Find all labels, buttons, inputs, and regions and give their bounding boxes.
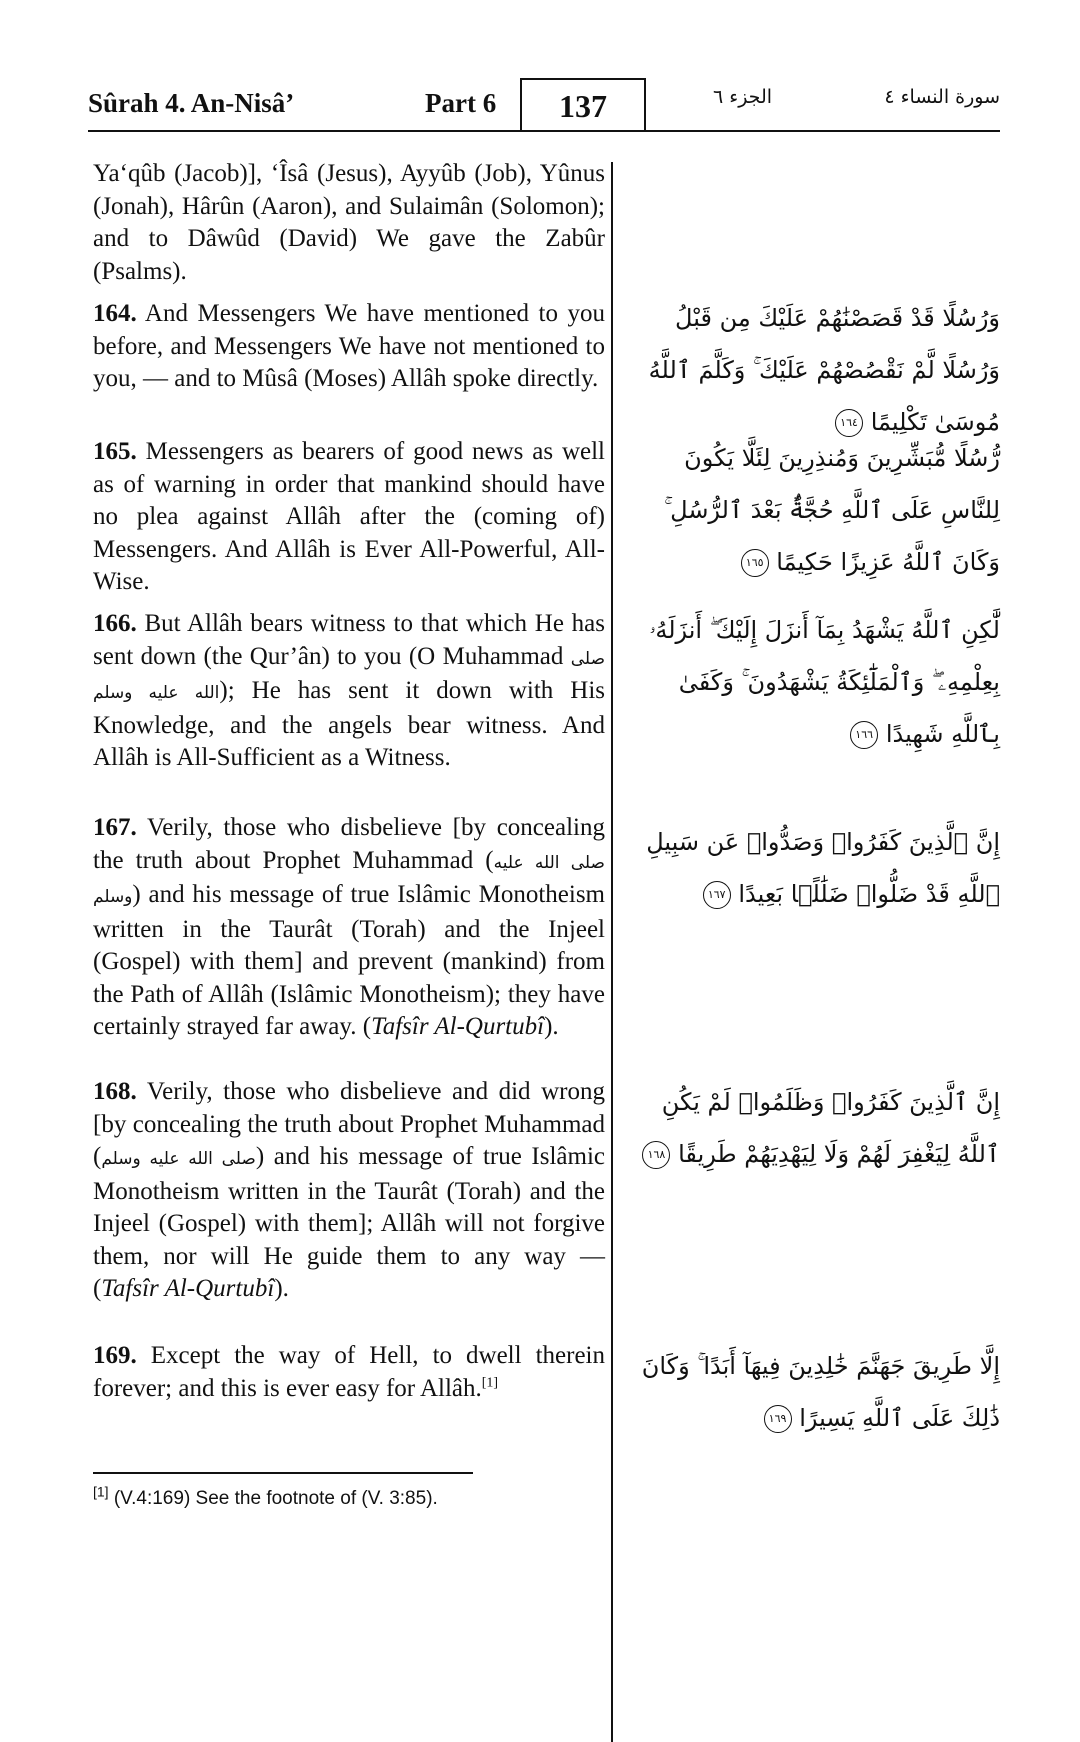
ayah-end-marker: ١٦٨ [642,1141,670,1169]
verse-164-en [93,298,605,396]
verse-166-ar [628,604,1000,760]
juz-label-ar: الجزء ٦ [713,86,773,108]
verse-continuation [93,158,605,288]
verse-166-en [93,608,605,775]
verse-167-ar [628,816,1000,920]
verse-text: ) and his message of true Islâmic Monotheism written in the Taurât (Torah) and the Injeel (Gospel) with them]; Allâh will not forgive them, nor will He guide them to any way — ( [93,1143,605,1302]
verse-number: 167. [93,814,137,841]
verse-text: ) and his message of true Islâmic Monotheism written in the Taurât (Torah) and the Injeel (Gospel) with them] and prevent (mankind) from the Path of Allâh (Islâmic Monotheism); they have certainly strayed far away. ( [93,881,605,1040]
salawat-phrase: صلى الله عليه وسلم [101,1149,256,1169]
verse-text: Except the way of Hell, to dwell therein forever; and this is ever easy for Allâh. [93,1342,605,1402]
verse-number: 164. [93,300,137,327]
footnote-marker: [1] [93,1483,109,1500]
part-label: Part 6 [425,88,497,118]
arabic-verse-text: رُّسُلًا مُّبَشِّرِينَ وَمُنذِرِينَ لِئَلَّا يَكُونَ لِلنَّاسِ عَلَى ٱللَّهِ حُجَّةٌۢ بَعْدَ ٱلرُّسُلِ ۚ وَكَانَ ٱللَّهُ عَزِيزًا حَكِيمًا [664,444,1000,576]
arabic-verse-text: إِنَّ ٱلَّذِينَ كَفَرُوا۟ وَظَلَمُوا۟ لَمْ يَكُنِ ٱللَّهُ لِيَغْفِرَ لَهُمْ وَلَا لِيَهْدِيَهُمْ طَرِيقًا [661,1088,1000,1168]
surah-title-ar: سورة النساء ٤ [884,86,1000,108]
verse-text: ). [544,1013,559,1040]
verse-number: 169. [93,1342,137,1369]
ayah-end-marker: ١٦٤ [835,409,863,437]
footnote [93,1483,438,1510]
verse-number: 168. [93,1078,137,1105]
verse-169-ar [628,1340,1000,1444]
ayah-end-marker: ١٦٦ [850,721,878,749]
salawat-phrase: صلى الله عليه وسلم [93,852,605,907]
arabic-verse-text: إِلَّا طَرِيقَ جَهَنَّمَ خَٰلِدِينَ فِيهَآ أَبَدًا ۚ وَكَانَ ذَٰلِكَ عَلَى ٱللَّهِ يَسِيرًا [641,1352,1000,1432]
verse-164-ar [628,292,1000,448]
tafsir-reference: Tafsîr Al-Qurtubî [371,1013,545,1040]
header-rule [88,130,1000,132]
verse-169-en [93,1340,605,1405]
ayah-end-marker: ١٦٧ [703,881,731,909]
verse-text: Verily, those who disbelieve [by concealing the truth about Prophet Muhammad ( [93,814,605,874]
footnote-text: (V.4:169) See the footnote of (V. 3:85). [108,1488,438,1509]
verse-number: 166. [93,610,137,637]
verse-text: ); He has sent it down with His Knowledge, and the angels bear witness. And Allâh is All-Sufficient as a Witness. [93,677,606,771]
verse-text: ). [274,1275,289,1302]
footnote-ref[interactable]: [1] [481,1375,499,1391]
arabic-verse-text: لَّٰكِنِ ٱللَّهُ يَشْهَدُ بِمَآ أَنزَلَ إِلَيْكَ ۖ أَنزَلَهُۥ بِعِلْمِهِۦ ۖ وَٱلْمَلَٰٓئِكَةُ يَشْهَدُونَ ۚ وَكَفَىٰ بِٱللَّهِ شَهِيدًا [649,616,1000,748]
tafsir-reference: Tafsîr Al-Qurtubî [101,1275,275,1302]
verse-168-en [93,1076,605,1306]
verse-167-en [93,812,605,1044]
arabic-verse-text: وَرُسُلًا قَدْ قَصَصْنَٰهُمْ عَلَيْكَ مِن قَبْلُ وَرُسُلًا لَّمْ نَقْصُصْهُمْ عَلَيْكَ ۚ وَكَلَّمَ ٱللَّهُ مُوسَىٰ تَكْلِيمًا [648,304,1000,436]
salawat-phrase: صلى الله عليه وسلم [93,648,605,703]
verse-text: And Messengers We have mentioned to you before, and Messengers We have not mentioned to you, — and to Mûsâ (Moses) Allâh spoke directly. [93,300,605,392]
surah-title-en: Sûrah 4. An-Nisâ’ [88,88,295,118]
column-divider [611,162,613,1742]
arabic-verse-text: إِنَّ ٱلَّذِينَ كَفَرُوا۟ وَصَدُّوا۟ عَن سَبِيلِ ٱللَّهِ قَدْ ضَلُّوا۟ ضَلَٰلًۢا بَعِيدًا [646,828,1000,908]
verse-165-ar [628,432,1000,588]
footnote-rule [93,1472,473,1474]
verse-168-ar [628,1076,1000,1180]
verse-text: But Allâh bears witness to that which He has sent down (the Qur’ân) to you (O Muhammad [93,610,605,670]
verse-text: Verily, those who disbelieve and did wrong [by concealing the truth about Prophet Muhammad ( [93,1078,605,1170]
verse-number: 165. [93,438,137,465]
ayah-end-marker: ١٦٩ [764,1405,792,1433]
verse-text: Messengers as bearers of good news as well as of warning in order that mankind should have no plea against Allâh after the (coming of) Messengers. And Allâh is Ever All-Powerful, All-Wise. [93,438,605,595]
page-number: 137 [520,78,646,132]
verse-text: Ya‘qûb (Jacob)], ‘Îsâ (Jesus), Ayyûb (Job), Yûnus (Jonah), Hârûn (Aaron), and Sulaimân (Solomon); and to Dâwûd (David) We gave the Zabûr (Psalms). [93,160,605,285]
verse-165-en [93,436,605,599]
ayah-end-marker: ١٦٥ [741,549,769,577]
page-header [88,78,1000,128]
